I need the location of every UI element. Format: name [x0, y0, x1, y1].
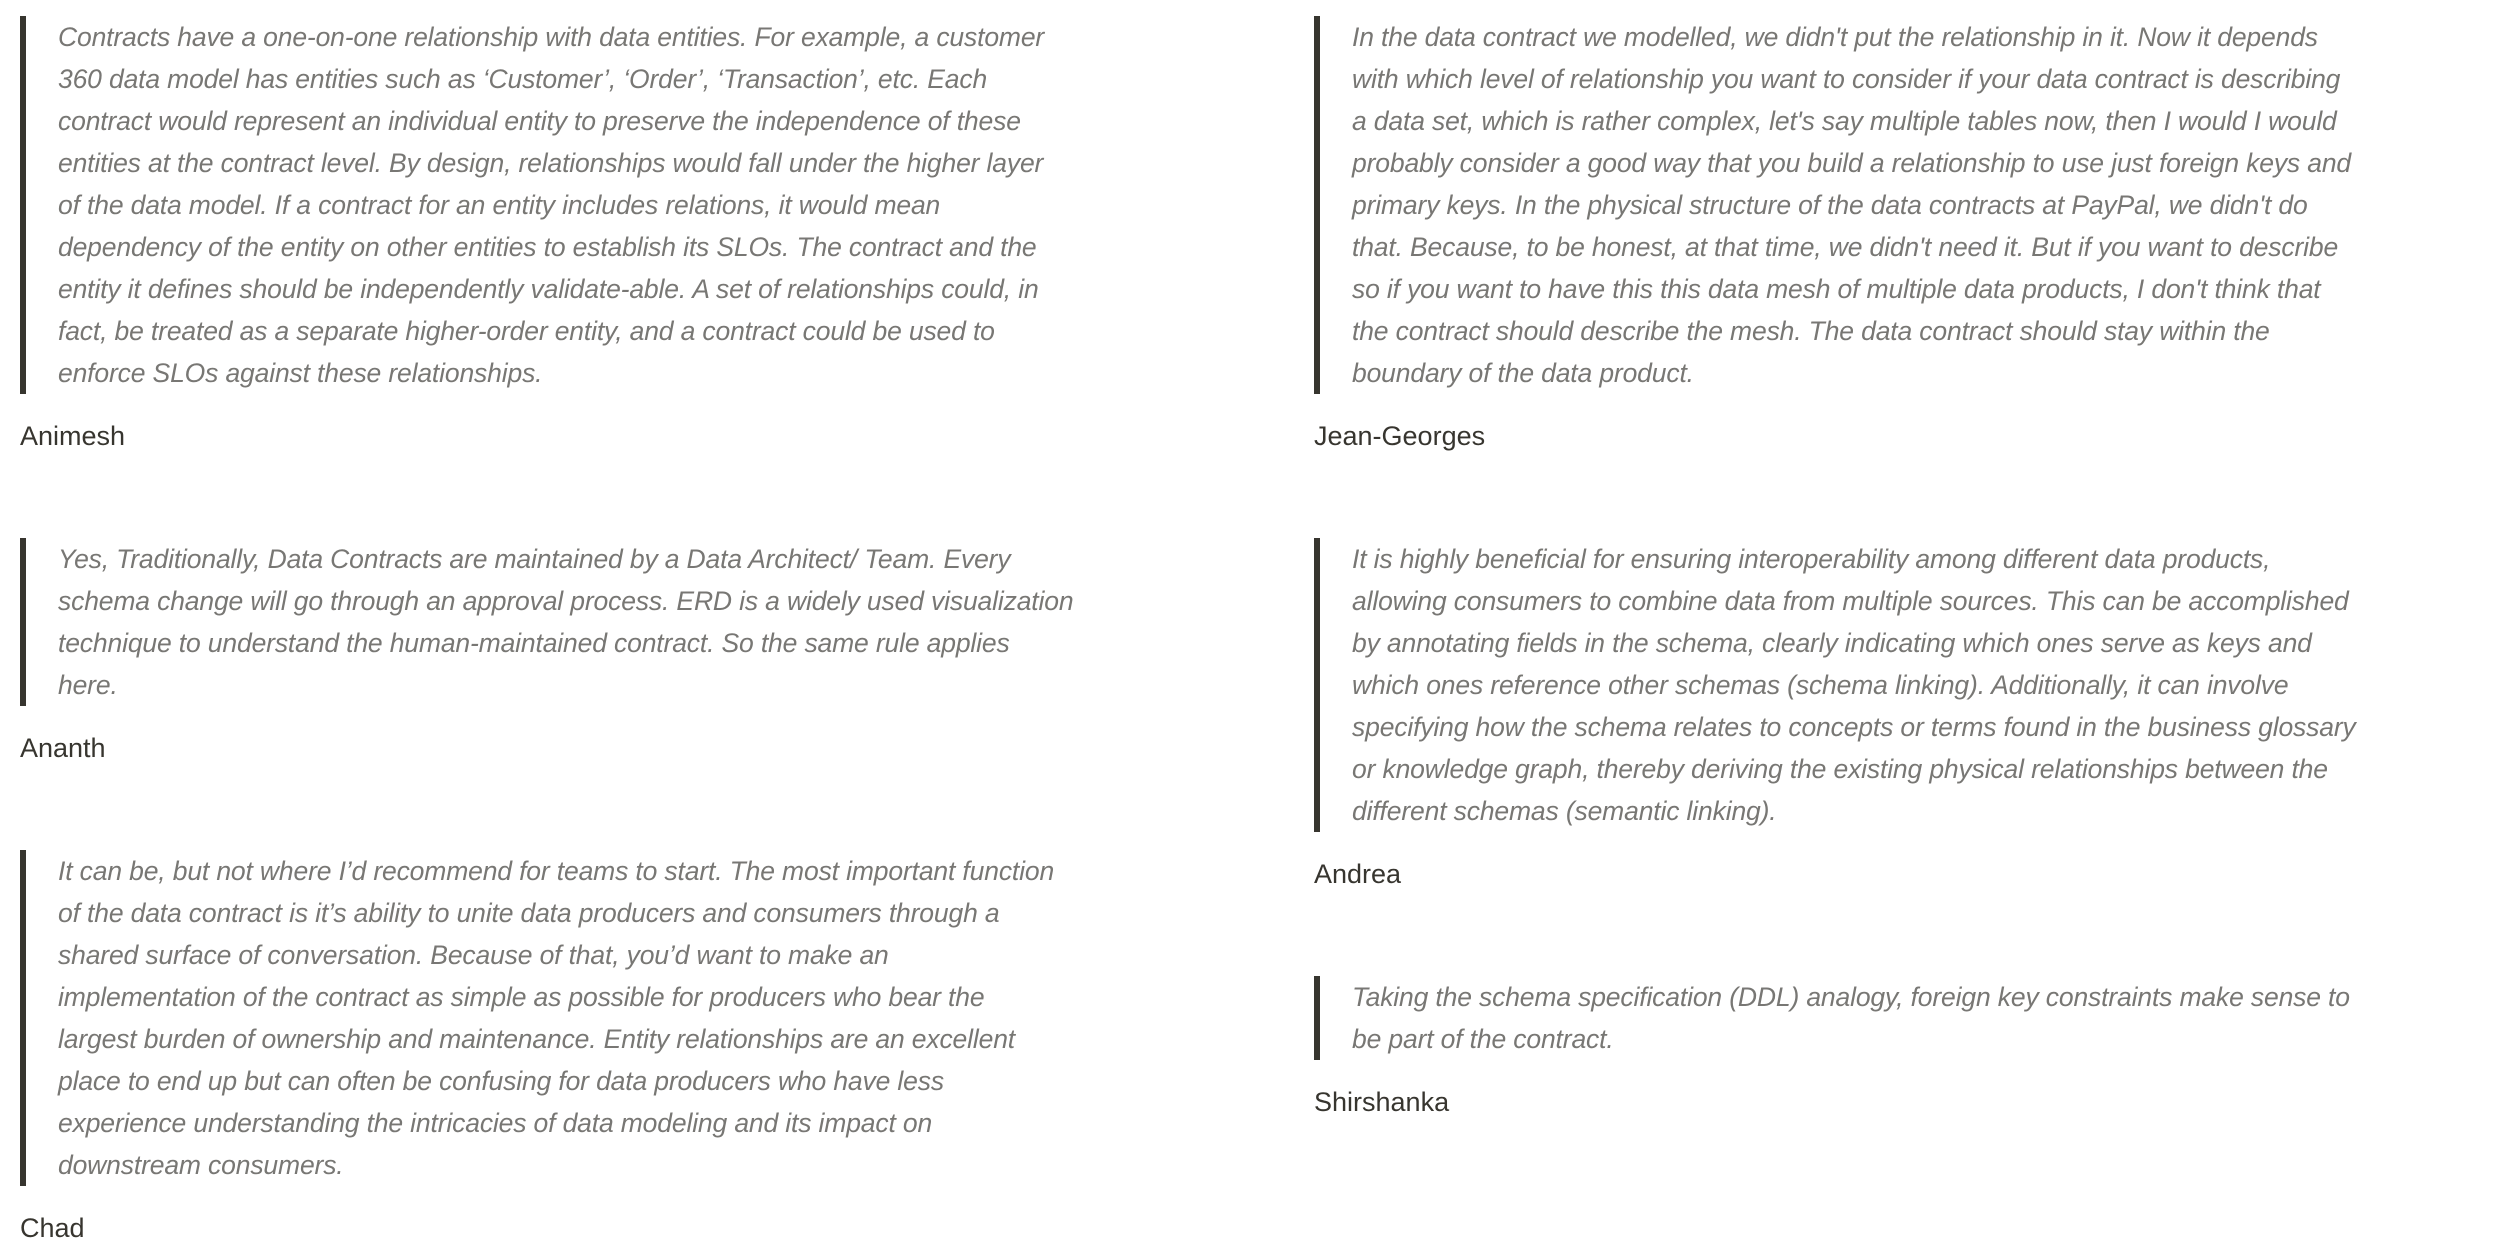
- quote-entry-animesh: [20, 16, 1210, 457]
- author-name: Andrea: [1314, 859, 1402, 889]
- quote-line: experience understanding the intricacies of data modeling and its impact on: [58, 1108, 933, 1138]
- quote-line: shared surface of conversation. Because of that, you’d want to make an: [58, 940, 889, 970]
- quote-line: dependency of the entity on other entities to establish its SLOs. The contract and the: [58, 232, 1037, 262]
- quote-block: [20, 16, 1210, 394]
- quote-block: [20, 538, 1210, 706]
- quote-line: with which level of relationship you want to consider if your data contract is describing: [1352, 64, 2341, 94]
- quote-line: probably consider a good way that you build a relationship to use just foreign keys and: [1352, 148, 2351, 178]
- quote-line: downstream consumers.: [58, 1150, 344, 1180]
- quote-line: or knowledge graph, thereby deriving the existing physical relationships between the: [1352, 754, 2328, 784]
- left-column: [20, 16, 1210, 1249]
- author-name: Ananth: [20, 733, 106, 763]
- quote-block: [1314, 538, 2494, 832]
- author-name: Shirshanka: [1314, 1087, 1450, 1117]
- quote-line: Contracts have a one-on-one relationship with data entities. For example, a customer: [58, 22, 1045, 52]
- quote-line: by annotating fields in the schema, clearly indicating which ones serve as keys and: [1352, 628, 2312, 658]
- quote-line: technique to understand the human-maintained contract. So the same rule applies: [58, 628, 1010, 658]
- quote-line: of the data contract is it’s ability to unite data producers and consumers through a: [58, 898, 1000, 928]
- quote-entry-jean-georges: [1314, 16, 2494, 457]
- quote-line: be part of the contract.: [1352, 1024, 1614, 1054]
- quote-line: of the data model. If a contract for an entity includes relations, it would mean: [58, 190, 941, 220]
- quote-line: Taking the schema specification (DDL) analogy, foreign key constraints make sense to: [1352, 982, 2350, 1012]
- quote-entry-shirshanka: [1314, 976, 2494, 1123]
- author-name: Chad: [20, 1213, 85, 1243]
- quote-line: implementation of the contract as simple as possible for producers who bear the: [58, 982, 985, 1012]
- quote-line: a data set, which is rather complex, let's say multiple tables now, then I would I would: [1352, 106, 2337, 136]
- quote-line: It is highly beneficial for ensuring interoperability among different data products,: [1352, 544, 2271, 574]
- quote-line: which ones reference other schemas (schema linking). Additionally, it can involve: [1352, 670, 2289, 700]
- quote-line: It can be, but not where I’d recommend for teams to start. The most important function: [58, 856, 1055, 886]
- quote-line: primary keys. In the physical structure of the data contracts at PayPal, we didn't do: [1352, 190, 2308, 220]
- quote-line: boundary of the data product.: [1352, 358, 1694, 388]
- quote-line: fact, be treated as a separate higher-order entity, and a contract could be used to: [58, 316, 995, 346]
- quote-block: [1314, 16, 2494, 394]
- quote-line: enforce SLOs against these relationships.: [58, 358, 543, 388]
- quote-block: [1314, 976, 2494, 1060]
- quote-line: here.: [58, 670, 118, 700]
- quote-entry-chad: [20, 850, 1210, 1249]
- quote-line: 360 data model has entities such as ‘Customer’, ‘Order’, ‘Transaction’, etc. Each: [58, 64, 988, 94]
- quote-line: entity it defines should be independently validate-able. A set of relationships could, in: [58, 274, 1039, 304]
- quote-block: [20, 850, 1210, 1186]
- quote-line: In the data contract we modelled, we didn't put the relationship in it. Now it depends: [1352, 22, 2318, 52]
- quote-entry-andrea: [1314, 538, 2494, 895]
- author-name: Jean-Georges: [1314, 421, 1486, 451]
- quote-line: that. Because, to be honest, at that time, we didn't need it. But if you want to describe: [1352, 232, 2339, 262]
- quote-line: entities at the contract level. By design, relationships would fall under the higher layer: [58, 148, 1044, 178]
- quote-line: place to end up but can often be confusing for data producers who have less: [58, 1066, 944, 1096]
- quote-line: the contract should describe the mesh. The data contract should stay within the: [1352, 316, 2270, 346]
- right-column: [1314, 16, 2494, 1123]
- quote-line: contract would represent an individual entity to preserve the independence of these: [58, 106, 1021, 136]
- quote-line: Yes, Traditionally, Data Contracts are maintained by a Data Architect/ Team. Every: [58, 544, 1011, 574]
- quote-line: schema change will go through an approval process. ERD is a widely used visualization: [58, 586, 1074, 616]
- quote-line: allowing consumers to combine data from multiple sources. This can be accomplished: [1352, 586, 2349, 616]
- quote-line: largest burden of ownership and maintenance. Entity relationships are an excellent: [58, 1024, 1016, 1054]
- quote-entry-ananth: [20, 538, 1210, 769]
- author-name: Animesh: [20, 421, 126, 451]
- quote-line: different schemas (semantic linking).: [1352, 796, 1777, 826]
- quote-line: so if you want to have this this data mesh of multiple data products, I don't think that: [1352, 274, 2321, 304]
- quote-line: specifying how the schema relates to concepts or terms found in the business glossary: [1352, 712, 2356, 742]
